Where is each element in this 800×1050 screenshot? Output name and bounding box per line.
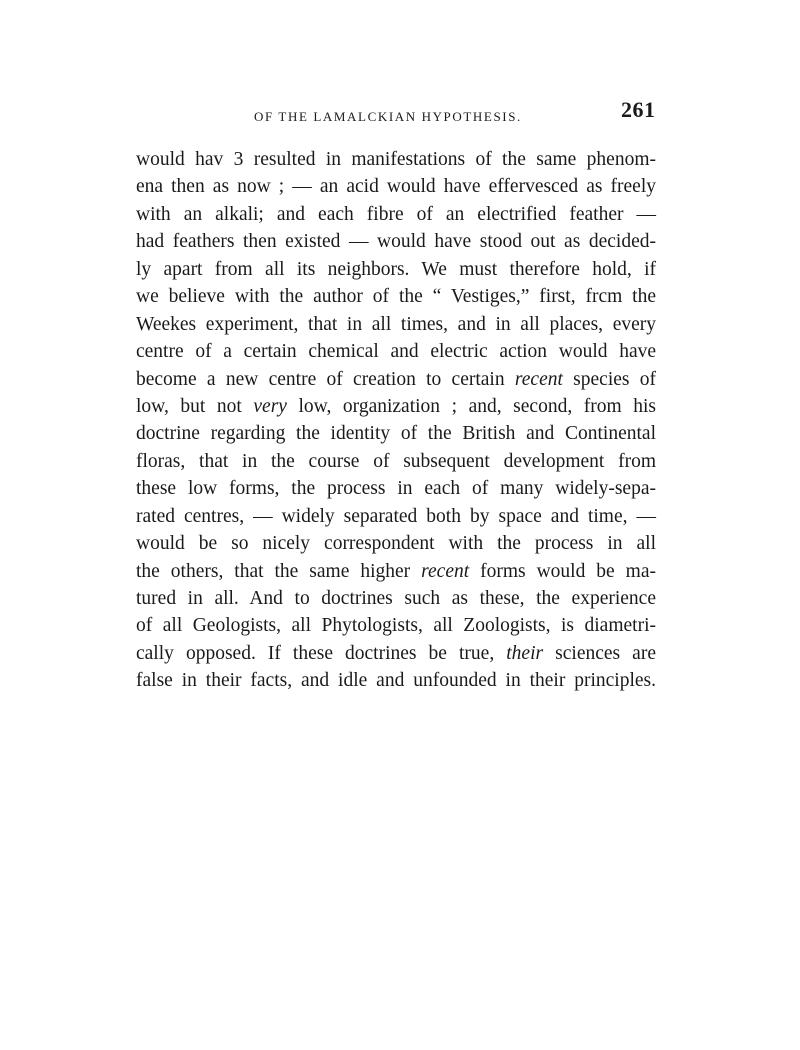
- text-segment: Weekes experiment, that in all times, and in all places, every: [136, 313, 656, 335]
- text-line: [136, 201, 656, 228]
- text-line: [136, 448, 656, 475]
- text-line: [136, 640, 656, 667]
- text-segment: of all Geologists, all Phytologists, all Zoologists, is diametri-: [136, 615, 656, 637]
- text-segment: we believe with the author of the “ Vestiges,” first, frcm the: [136, 286, 656, 308]
- text-segment: would hav 3 resulted in manifestations of the same phenom-: [136, 149, 656, 170]
- body-text: [136, 146, 656, 695]
- text-line: [136, 420, 656, 447]
- text-line: [136, 503, 656, 530]
- text-segment: forms would be ma-: [469, 560, 656, 582]
- text-segment: low, organization ; and, second, from his: [286, 395, 656, 417]
- text-segment: these low forms, the process in each of many widely-sepa-: [136, 478, 656, 500]
- text-segment: doctrine regarding the identity of the British and Continental: [136, 423, 656, 445]
- text-line: [136, 366, 656, 393]
- text-segment: low, but not: [136, 395, 254, 417]
- text-segment: floras, that in the course of subsequent development from: [136, 450, 656, 472]
- text-segment: cally opposed. If these doctrines be true,: [136, 642, 507, 664]
- text-segment: tured in all. And to doctrines such as these, the experience: [136, 588, 656, 609]
- text-segment: species of: [562, 368, 657, 390]
- text-line: [136, 393, 656, 420]
- page-number: 261: [621, 97, 656, 122]
- text-line: [136, 530, 656, 557]
- text-segment: had feathers then existed — would have stood out as decided-: [136, 231, 656, 253]
- italic-word: their: [506, 642, 544, 664]
- italic-word: recent: [514, 368, 563, 390]
- text-segment: ena then as now ; — an acid would have effervesced as freely: [136, 176, 656, 198]
- text-segment: sciences are: [543, 642, 656, 664]
- text-line: [136, 146, 656, 173]
- text-line: [136, 475, 656, 502]
- text-segment: would be so nicely correspondent with the process in all: [136, 533, 656, 555]
- text-line: [136, 256, 656, 283]
- running-head: OF THE LAMALCKIAN HYPOTHESIS.: [254, 109, 522, 124]
- text-segment: ly apart from all its neighbors. We must therefore hold, if: [136, 258, 656, 280]
- text-line: [136, 173, 656, 200]
- text-segment: the others, that the same higher: [136, 560, 422, 582]
- text-segment: centre of a certain chemical and electric action would have: [136, 341, 656, 363]
- text-line: [136, 612, 656, 639]
- text-segment: with an alkali; and each fibre of an electrified feather —: [136, 203, 656, 225]
- text-line: [136, 283, 656, 310]
- text-line: [136, 667, 656, 694]
- text-line: [136, 558, 656, 585]
- text-segment: false in their facts, and idle and unfounded in their principles.: [136, 670, 656, 692]
- text-line: [136, 585, 656, 612]
- text-line: [136, 228, 656, 255]
- text-segment: rated centres, — widely separated both by space and time, —: [136, 505, 656, 527]
- text-line: [136, 311, 656, 338]
- italic-word: recent: [421, 560, 470, 582]
- text-line: [136, 338, 656, 365]
- text-segment: become a new centre of creation to certain: [136, 368, 515, 390]
- italic-word: very: [253, 395, 287, 417]
